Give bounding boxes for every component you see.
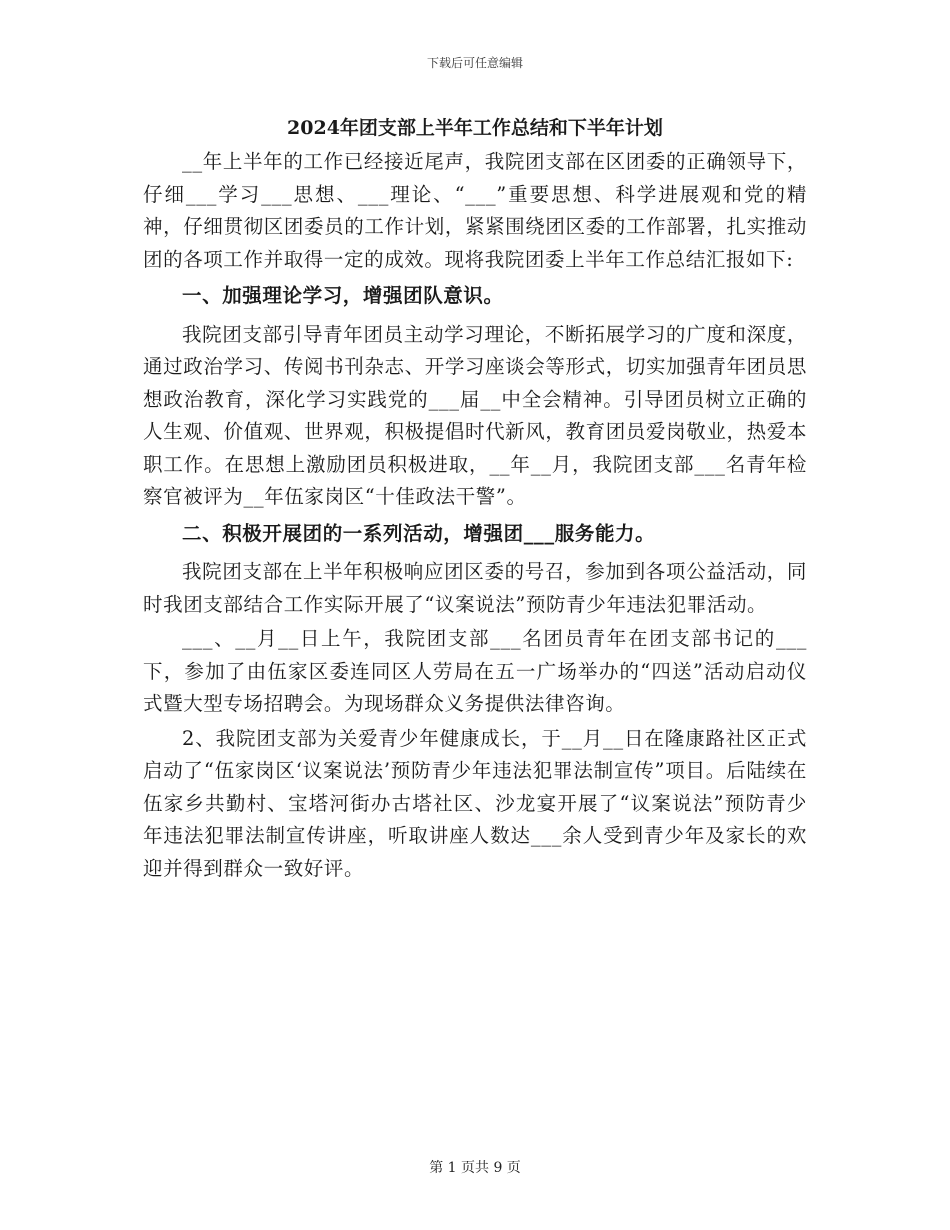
section-2-paragraph-3: 2、我院团支部为关爱青少年健康成长，于__月__日在隆康路社区正式启动了“伍家岗区‘议案说法’预防青少年违法犯罪法制宣传”项目。后陆续在伍家乡共勤村、宝塔河街办古塔社区、沙龙宴开展了“议案说法”预防青少年违法犯罪法制宣传讲座，听取讲座人数达___余人受到青少年及家长的欢迎并得到群众一致好评。: [143, 726, 807, 880]
document-body: [143, 112, 807, 887]
section-2-paragraph-2: ___、__月__日上午，我院团支部___名团员青年在团支部书记的___下，参加了由伍家区委连同区人劳局在五一广场举办的“四送”活动启动仪式暨大型专场招聘会。为现场群众义务提供法律咨询。: [143, 627, 807, 715]
intro-paragraph: __年上半年的工作已经接近尾声，我院团支部在区团委的正确领导下，仔细___学习___思想、___理论、“___”重要思想、科学进展观和党的精神，仔细贯彻区团委员的工作计划，紧紧围绕团区委的工作部署，扎实推动团的各项工作并取得一定的成效。现将我院团委上半年工作总结汇报如下:: [143, 150, 807, 271]
page-number-footer: 第 1 页共 9 页: [429, 1160, 521, 1176]
section-heading-1: 一、加强理论学习，增强团队意识。: [182, 284, 504, 307]
section-heading-2: 二、积极开展团的一系列活动，增强团___服务能力。: [182, 521, 656, 545]
section-1-paragraph: 我院团支部引导青年团员主动学习理论，不断拓展学习的广度和深度，通过政治学习、传阅书刊杂志、开学习座谈会等形式，切实加强青年团员思想政治教育，深化学习实践党的___届__中全会精神。引导团员树立正确的人生观、价值观、世界观，积极提倡时代新风，教育团员爱岗敬业，热爱本职工作。在思想上激励团员积极进取，__年__月，我院团支部___名青年检察官被评为__年伍家岗区“十佳政法干警”。: [143, 322, 807, 508]
section-2-paragraph-1: 我院团支部在上半年积极响应团区委的号召，参加到各项公益活动，同时我团支部结合工作实际开展了“议案说法”预防青少年违法犯罪活动。: [143, 560, 807, 616]
document-title: 2024年团支部上半年工作总结和下半年计划: [287, 117, 663, 139]
download-note: 下载后可任意编辑: [426, 56, 523, 70]
